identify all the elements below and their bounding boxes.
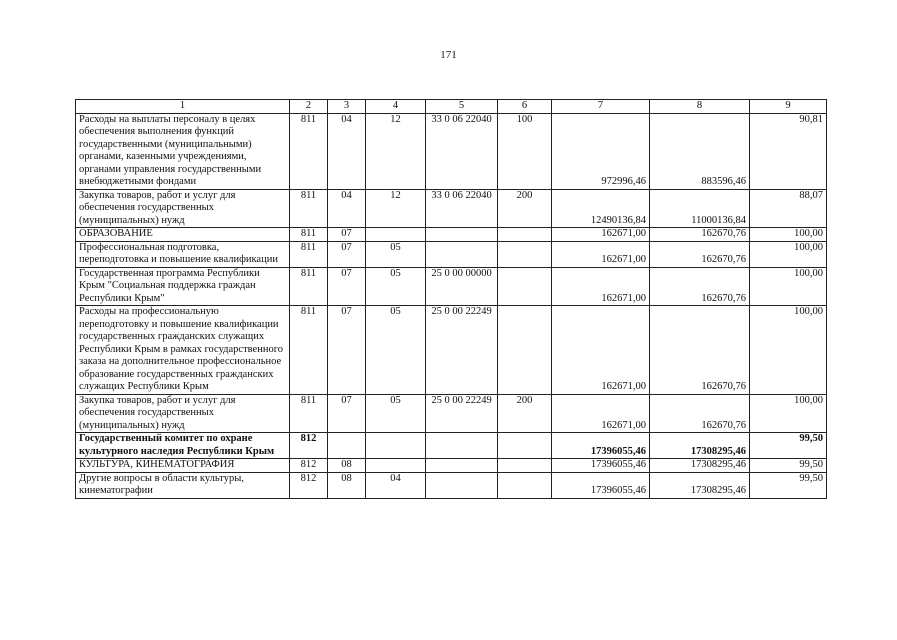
table-row	[76, 189, 827, 228]
section-code-cell: 07	[328, 228, 366, 242]
executed-amount-cell: 162670,76	[650, 394, 750, 433]
expense-type-cell	[498, 241, 552, 267]
column-header: 4	[366, 100, 426, 114]
admin-code-cell: 812	[290, 459, 328, 473]
executed-amount-cell: 162670,76	[650, 267, 750, 306]
expense-type-cell	[498, 267, 552, 306]
expense-type-cell	[498, 472, 552, 498]
admin-code-cell: 811	[290, 113, 328, 189]
section-code-cell: 04	[328, 113, 366, 189]
admin-code-cell: 811	[290, 267, 328, 306]
executed-amount-cell: 883596,46	[650, 113, 750, 189]
section-code-cell	[328, 433, 366, 459]
row-name-cell: Профессиональная подготовка, переподготовка и повышение квалификации	[76, 241, 290, 267]
row-name-cell: Расходы на выплаты персоналу в целях обеспечения выполнения функций государственными (муниципальными) органами, казенными учреждениями, органами управления государственными внебюджетными фондами	[76, 113, 290, 189]
planned-amount-cell: 12490136,84	[552, 189, 650, 228]
section-code-cell: 07	[328, 267, 366, 306]
table-row	[76, 113, 827, 189]
column-header: 3	[328, 100, 366, 114]
subsection-code-cell: 05	[366, 267, 426, 306]
target-article-cell	[426, 241, 498, 267]
expense-type-cell	[498, 228, 552, 242]
planned-amount-cell: 17396055,46	[552, 472, 650, 498]
table-row	[76, 228, 827, 242]
execution-percent-cell: 100,00	[750, 394, 827, 433]
target-article-cell: 33 0 06 22040	[426, 113, 498, 189]
expense-type-cell: 100	[498, 113, 552, 189]
subsection-code-cell	[366, 433, 426, 459]
target-article-cell: 25 0 00 22249	[426, 306, 498, 395]
row-name-cell: Закупка товаров, работ и услуг для обеспечения государственных (муниципальных) нужд	[76, 189, 290, 228]
subsection-code-cell: 12	[366, 113, 426, 189]
column-header: 9	[750, 100, 827, 114]
row-name-cell: Другие вопросы в области культуры, кинематографии	[76, 472, 290, 498]
column-header: 1	[76, 100, 290, 114]
table-row	[76, 459, 827, 473]
column-header: 2	[290, 100, 328, 114]
admin-code-cell: 811	[290, 241, 328, 267]
section-code-cell: 08	[328, 472, 366, 498]
row-name-cell: КУЛЬТУРА, КИНЕМАТОГРАФИЯ	[76, 459, 290, 473]
executed-amount-cell: 11000136,84	[650, 189, 750, 228]
target-article-cell: 25 0 00 22249	[426, 394, 498, 433]
execution-percent-cell: 88,07	[750, 189, 827, 228]
subsection-code-cell: 05	[366, 241, 426, 267]
executed-amount-cell: 162670,76	[650, 306, 750, 395]
execution-percent-cell: 100,00	[750, 267, 827, 306]
executed-amount-cell: 17308295,46	[650, 459, 750, 473]
expense-type-cell: 200	[498, 189, 552, 228]
section-code-cell: 07	[328, 241, 366, 267]
expense-type-cell: 200	[498, 394, 552, 433]
admin-code-cell: 811	[290, 394, 328, 433]
admin-code-cell: 811	[290, 306, 328, 395]
planned-amount-cell: 162671,00	[552, 228, 650, 242]
executed-amount-cell: 162670,76	[650, 241, 750, 267]
admin-code-cell: 812	[290, 472, 328, 498]
planned-amount-cell: 162671,00	[552, 267, 650, 306]
section-code-cell: 07	[328, 306, 366, 395]
column-header: 5	[426, 100, 498, 114]
header-row	[76, 100, 827, 114]
execution-percent-cell: 99,50	[750, 459, 827, 473]
page-number: 171	[440, 49, 457, 61]
subsection-code-cell	[366, 459, 426, 473]
column-header: 7	[552, 100, 650, 114]
target-article-cell	[426, 433, 498, 459]
execution-percent-cell: 90,81	[750, 113, 827, 189]
budget-table	[75, 99, 827, 499]
column-header: 8	[650, 100, 750, 114]
target-article-cell: 25 0 00 00000	[426, 267, 498, 306]
expense-type-cell	[498, 306, 552, 395]
target-article-cell	[426, 228, 498, 242]
planned-amount-cell: 17396055,46	[552, 459, 650, 473]
row-name-cell: Государственная программа Республики Крым "Социальная поддержка граждан Республики Крым"	[76, 267, 290, 306]
executed-amount-cell: 17308295,46	[650, 472, 750, 498]
target-article-cell	[426, 472, 498, 498]
target-article-cell: 33 0 06 22040	[426, 189, 498, 228]
subsection-code-cell: 05	[366, 306, 426, 395]
planned-amount-cell: 17396055,46	[552, 433, 650, 459]
execution-percent-cell: 100,00	[750, 306, 827, 395]
row-name-cell: Расходы на профессиональную переподготовку и повышение квалификации государственных гражданских служащих Республики Крым в рамках государственного заказа на дополнительное профессиональное образование государственных гражданских служащих Республики Крым	[76, 306, 290, 395]
executed-amount-cell: 162670,76	[650, 228, 750, 242]
section-code-cell: 07	[328, 394, 366, 433]
planned-amount-cell: 162671,00	[552, 394, 650, 433]
subsection-code-cell: 05	[366, 394, 426, 433]
admin-code-cell: 811	[290, 228, 328, 242]
column-header: 6	[498, 100, 552, 114]
planned-amount-cell: 972996,46	[552, 113, 650, 189]
admin-code-cell: 812	[290, 433, 328, 459]
execution-percent-cell: 99,50	[750, 472, 827, 498]
table-row	[76, 306, 827, 395]
table-row	[76, 394, 827, 433]
section-code-cell: 08	[328, 459, 366, 473]
expense-type-cell	[498, 459, 552, 473]
row-name-cell: Закупка товаров, работ и услуг для обеспечения государственных (муниципальных) нужд	[76, 394, 290, 433]
section-code-cell: 04	[328, 189, 366, 228]
execution-percent-cell: 100,00	[750, 241, 827, 267]
table-row	[76, 472, 827, 498]
subsection-code-cell	[366, 228, 426, 242]
subsection-code-cell: 12	[366, 189, 426, 228]
execution-percent-cell: 99,50	[750, 433, 827, 459]
table-row	[76, 433, 827, 459]
row-name-cell: Государственный комитет по охране культурного наследия Республики Крым	[76, 433, 290, 459]
table-row	[76, 267, 827, 306]
target-article-cell	[426, 459, 498, 473]
subsection-code-cell: 04	[366, 472, 426, 498]
execution-percent-cell: 100,00	[750, 228, 827, 242]
planned-amount-cell: 162671,00	[552, 241, 650, 267]
admin-code-cell: 811	[290, 189, 328, 228]
executed-amount-cell: 17308295,46	[650, 433, 750, 459]
expense-type-cell	[498, 433, 552, 459]
planned-amount-cell: 162671,00	[552, 306, 650, 395]
row-name-cell: ОБРАЗОВАНИЕ	[76, 228, 290, 242]
table-row	[76, 241, 827, 267]
